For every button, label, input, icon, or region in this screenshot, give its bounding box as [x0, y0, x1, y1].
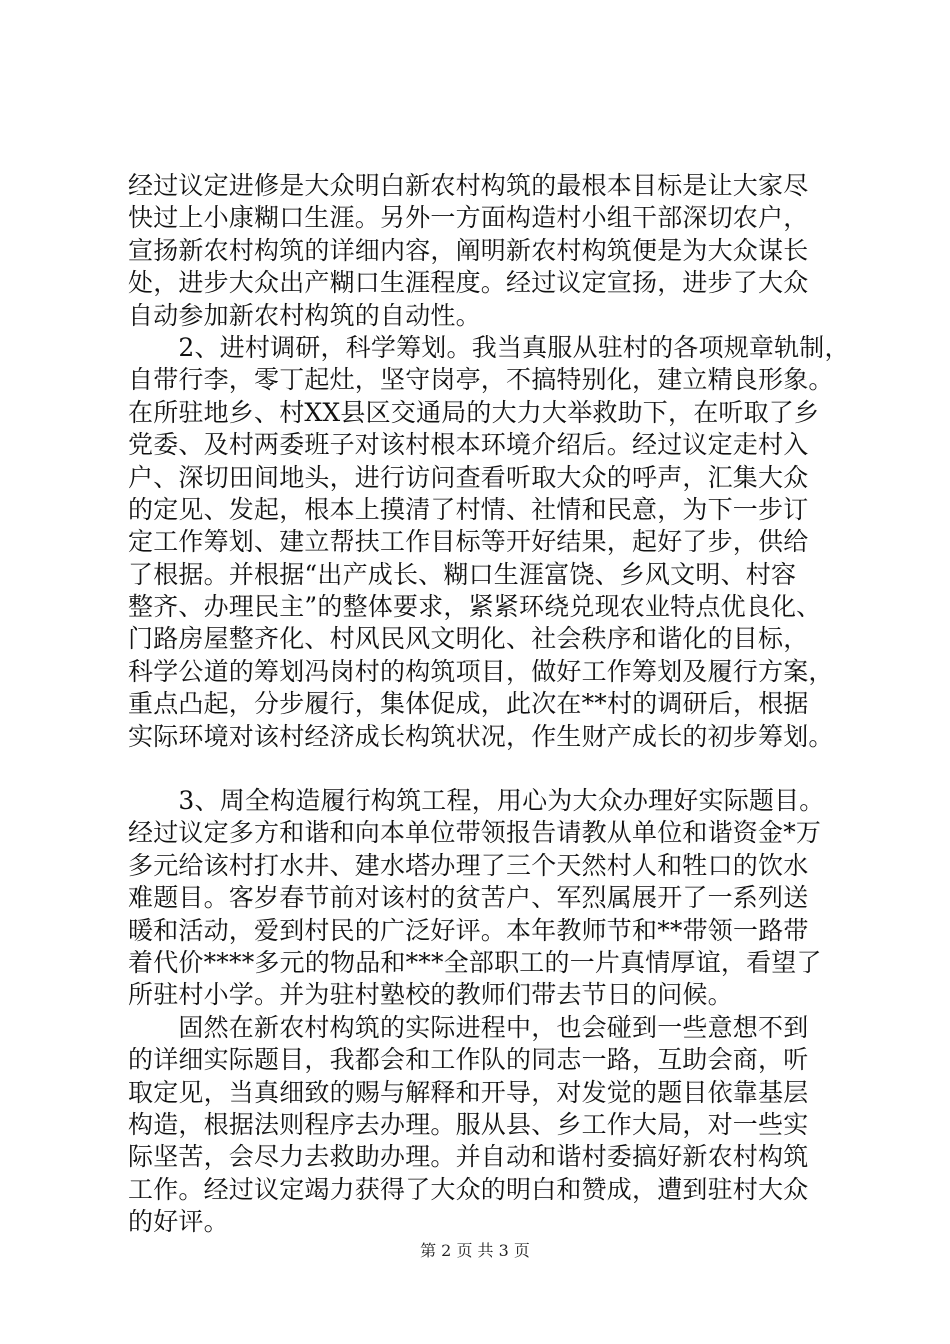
text-line: 暖和活动，爱到村民的广泛好评。本年教师节和**带领一路带 [128, 915, 809, 945]
text-line: 自带行李，零丁起灶，坚守岗亭，不搞特别化，建立精良形象。 [128, 365, 834, 395]
text-line: 户、深切田间地头，进行访问查看听取大众的呼声，汇集大众 [128, 462, 809, 492]
text-line: 实际环境对该村经济成长构筑状况，作生财产成长的初步筹划。 [128, 721, 834, 751]
text-line: 固然在新农村构筑的实际进程中，也会碰到一些意想不到 [128, 1012, 809, 1042]
text-line: 构造，根据法则程序去办理。服从县、乡工作大局，对一些实 [128, 1109, 809, 1139]
text-line: 自动参加新农村构筑的自动性。 [128, 300, 481, 330]
text-line: 经过议定多方和谐和向本单位带领报告请教从单位和谐资金*万 [128, 818, 822, 848]
text-line: 门路房屋整齐化、村风民风文明化、社会秩序和谐化的目标， [128, 624, 809, 654]
text-line: 着代价****多元的物品和***全部职工的一片真情厚谊，看望了 [128, 947, 822, 977]
text-line: 了根据。并根据“出产成长、糊口生涯富饶、乡风文明、村容 [128, 559, 797, 589]
text-line: 科学公道的筹划冯岗村的构筑项目，做好工作筹划及履行方案， [128, 656, 834, 686]
paragraph-construction-projects [128, 785, 858, 1012]
text-line: 整齐、办理民主”的整体要求，紧紧环绕兑现农业特点优良化、 [128, 592, 822, 622]
text-line: 难题目。客岁春节前对该村的贫苦户、军烈属展开了一系列送 [128, 883, 809, 913]
text-line: 工作。经过议定竭力获得了大众的明白和赞成，遭到驻村大众 [128, 1174, 809, 1204]
text-line: 的好评。 [128, 1207, 229, 1237]
text-line: 定工作筹划、建立帮扶工作目标等开好结果，起好了步，供给 [128, 527, 809, 557]
text-line: 取定见，当真细致的赐与解释和开导，对发觉的题目依靠基层 [128, 1077, 809, 1107]
text-line: 宣扬新农村构筑的详细内容，阐明新农村构筑便是为大众谋长 [128, 235, 809, 265]
text-line: 经过议定进修是大众明白新农村构筑的最根本目标是让大家尽 [128, 171, 809, 200]
paragraph-problem-solving [128, 1012, 858, 1239]
text-line: 3、周全构造履行构筑工程，用心为大众办理好实际题目。 [128, 786, 825, 816]
text-line: 快过上小康糊口生涯。另外一方面构造村小组干部深切农户， [128, 203, 809, 233]
page-number-footer: 第 2 页 共 3 页 [420, 1241, 530, 1260]
text-line: 2、进村调研，科学筹划。我当真服从驻村的各项规章轨制， [128, 332, 850, 362]
paragraph-village-research [128, 332, 858, 753]
text-line: 党委、及村两委班子对该村根本环境介绍后。经过议定走村入 [128, 430, 809, 460]
text-line: 在所驻地乡、村XX县区交通局的大力大举救助下，在听取了乡 [128, 397, 820, 427]
text-line: 际坚苦，会尽力去救助办理。并自动和谐村委搞好新农村构筑 [128, 1142, 809, 1172]
text-line: 处，进步大众出产糊口生涯程度。经过议定宣扬，进步了大众 [128, 268, 809, 298]
paragraph-intro [128, 170, 858, 332]
text-line: 的详细实际题目，我都会和工作队的同志一路，互助会商，听 [128, 1045, 809, 1075]
document-body [128, 170, 858, 1239]
text-line: 多元给该村打水井、建水塔办理了三个天然村人和牲口的饮水 [128, 850, 809, 880]
text-line: 的定见、发起，根本上摸清了村情、社情和民意，为下一步订 [128, 494, 809, 524]
text-line: 重点凸起，分步履行，集体促成，此次在**村的调研后，根据 [128, 689, 809, 719]
text-line: 所驻村小学。并为驻村塾校的教师们带去节日的问候。 [128, 980, 733, 1010]
paragraph-gap [128, 753, 858, 785]
